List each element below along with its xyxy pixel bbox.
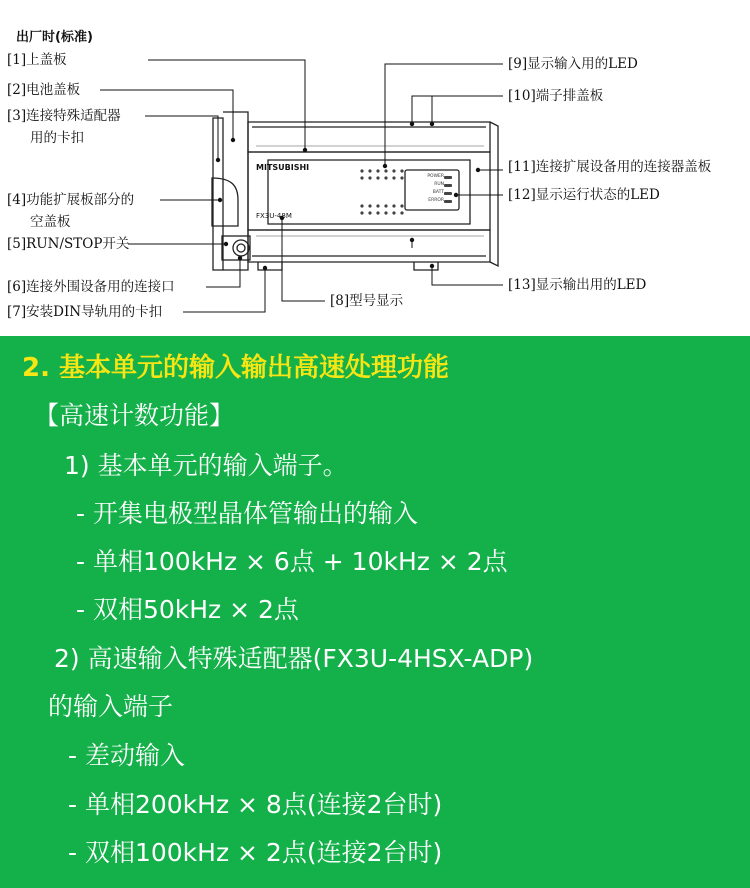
- label-run-stop-switch: [5]RUN/STOP开关: [7, 236, 130, 252]
- label-din-rail-hook: [7]安装DIN导轨用的卡扣: [7, 304, 163, 320]
- item1-title: 1) 基本单元的输入端子。: [64, 451, 348, 480]
- label-model-display: [8]型号显示: [330, 293, 404, 309]
- label-input-led: [9]显示输入用的LED: [508, 56, 638, 72]
- output-led-row: [360, 204, 403, 214]
- label-adapter-hook-cont: 用的卡扣: [30, 130, 84, 146]
- status-led-batt: BATT: [432, 190, 444, 195]
- item2-line-2: - 单相200kHz × 8点(连接2台时): [68, 790, 443, 819]
- label-battery-cover: [2]电池盖板: [7, 82, 81, 98]
- section-heading: 2. 基本单元的输入输出高速处理功能: [22, 353, 450, 383]
- plc-body: [212, 112, 498, 270]
- item1-line-3: - 双相50kHz × 2点: [76, 595, 299, 624]
- item1-line-2: - 单相100kHz × 6点 + 10kHz × 2点: [76, 547, 508, 576]
- label-extension-connector-cover: [11]连接扩展设备用的连接器盖板: [508, 159, 712, 175]
- diagram-caption: 出厂时(标准): [16, 30, 93, 45]
- status-led-power: POWER: [427, 174, 444, 179]
- plc-diagram: [0, 0, 750, 336]
- brand-logo: MITSUBISHI: [256, 163, 310, 172]
- label-run-status-led: [12]显示运行状态的LED: [508, 187, 660, 203]
- label-adapter-hook: [3]连接特殊适配器: [7, 108, 121, 124]
- item2-title: 2) 高速输入特殊适配器(FX3U-4HSX-ADP): [54, 644, 534, 673]
- item2-line-3: - 双相100kHz × 2点(连接2台时): [68, 838, 443, 867]
- status-led-names: [420, 173, 444, 205]
- label-top-cover: [1]上盖板: [7, 52, 67, 68]
- label-terminal-cover: [10]端子排盖板: [508, 88, 604, 104]
- status-led-run: RUN: [434, 182, 444, 187]
- input-led-row: [360, 169, 403, 179]
- model-badge: FX3U-48M: [256, 212, 292, 220]
- label-peripheral-port: [6]连接外围设备用的连接口: [7, 279, 175, 295]
- item2-title-cont: 的输入端子: [48, 692, 174, 721]
- status-led-indicators: [444, 176, 452, 203]
- label-expansion-board-cont: 空盖板: [30, 214, 71, 230]
- label-expansion-board: [4]功能扩展板部分的: [7, 192, 135, 208]
- item2-line-1: - 差动输入: [68, 741, 185, 770]
- subsection-title: 【高速计数功能】: [34, 401, 235, 430]
- label-output-led: [13]显示输出用的LED: [508, 277, 647, 293]
- item1-line-1: - 开集电极型晶体管输出的输入: [76, 499, 418, 528]
- status-led-error: ERROR: [428, 198, 444, 203]
- high-speed-info-panel: [0, 336, 750, 888]
